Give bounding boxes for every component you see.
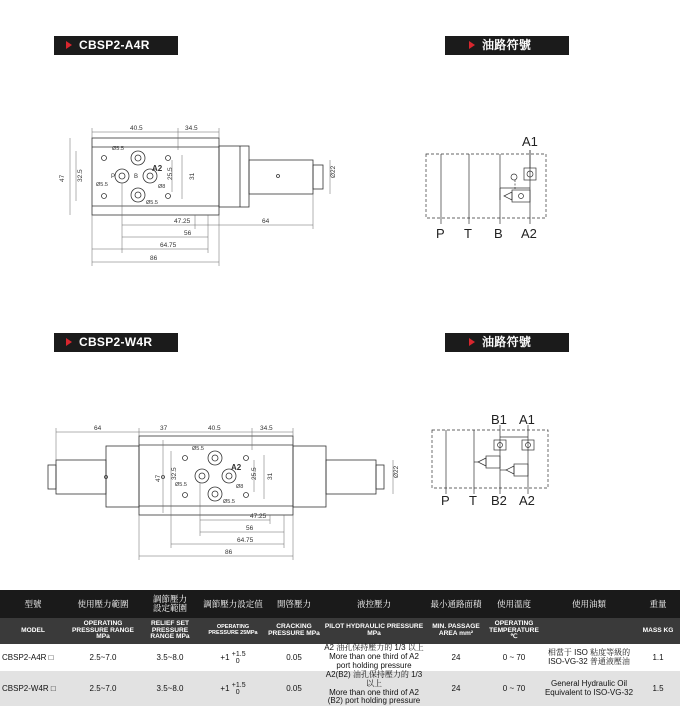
col-head: OPERATING PRESSURE 25MPa	[200, 618, 266, 644]
cell-op: 2.5~7.0	[66, 644, 140, 671]
dim-label: 47	[155, 474, 162, 482]
hydraulic-symbol-w4r	[432, 425, 548, 494]
col-head: 最小通路面積	[426, 590, 486, 618]
col-head: PILOT HYDRAULIC PRESSURE MPa	[322, 618, 426, 644]
dim-label: 40.5	[208, 425, 221, 432]
cell-model: CBSP2-W4R □	[0, 671, 66, 706]
port-label-t: T	[464, 226, 472, 241]
dim-label: 25.5	[251, 467, 258, 480]
cell-op: 2.5~7.0	[66, 671, 140, 706]
cell-area: 24	[426, 644, 486, 671]
cell-temp: 0 ~ 70	[486, 644, 542, 671]
col-head: 調節壓力 設定範圍	[140, 590, 200, 618]
set-base: +1	[220, 652, 230, 662]
dim-label: 34.5	[260, 425, 273, 432]
dim-label: Ø5.5	[192, 446, 204, 452]
cell-oil: General Hydraulic Oil Equivalent to ISO-VG-32	[542, 671, 636, 706]
pilot-en: More than one third of A2 port holding pressure	[329, 652, 419, 670]
pilot-cn: A2 油孔保持壓力的 1/3 以上	[324, 643, 424, 653]
header-row-en	[0, 618, 680, 644]
set-down: 0	[235, 657, 240, 665]
model-title: CBSP2-W4R	[79, 335, 153, 349]
dim-label: Ø5.5	[96, 182, 108, 188]
dim-label: Ø5.5	[223, 499, 235, 505]
pilot-en: More than one third of A2 (B2) port holding pressure	[327, 687, 421, 706]
dim-label: 40.5	[130, 125, 143, 132]
spec-table	[0, 590, 680, 706]
cell-relief	[140, 671, 200, 706]
set-tolerance	[232, 682, 246, 696]
dim-label: 32.5	[77, 169, 84, 182]
dim-label: 56	[246, 525, 254, 532]
set-up: +1.5	[231, 650, 246, 658]
cell-temp: 0 ~ 70	[486, 671, 542, 706]
col-head: CRACKING PRESSURE MPa	[266, 618, 322, 644]
symbol-title: 油路符號	[482, 335, 532, 349]
dim-label: Ø5.5	[175, 482, 187, 488]
set-base: +1	[220, 683, 230, 693]
dim-label: 32.5	[171, 467, 178, 480]
col-head: 型號	[0, 590, 66, 618]
port-label: B	[134, 174, 139, 180]
cell-relief	[140, 644, 200, 671]
dim-label: Ø8	[158, 184, 166, 190]
set-down: 0	[235, 688, 240, 696]
cell-oil: 相當于 ISO 粘度等級的 ISO-VG-32 普通液壓油	[542, 644, 636, 671]
dim-label: Ø5.5	[146, 200, 158, 206]
dim-label: Ø22	[393, 465, 400, 478]
dim-label: 37	[160, 425, 168, 432]
col-head	[542, 618, 636, 644]
dim-label: 64	[94, 425, 102, 432]
dim-label: 64.75	[160, 242, 177, 249]
relief-value: 3.5~8.0	[156, 653, 184, 662]
port-label-p: P	[441, 493, 450, 508]
col-head: 使用壓力範圍	[66, 590, 140, 618]
col-head: 調節壓力設定值	[200, 590, 266, 618]
dim-label: 25.5	[167, 167, 174, 180]
col-head: 液控壓力	[322, 590, 426, 618]
col-head: OPERATING PRESSURE RANGE MPa	[66, 618, 140, 644]
col-head: OPERATING TEMPERATURE ℃	[486, 618, 542, 644]
cell-crack: 0.05	[266, 671, 322, 706]
port-label-a1: A1	[522, 134, 538, 149]
col-head: 重量	[636, 590, 680, 618]
cell-set	[200, 644, 266, 671]
dim-label: 56	[184, 230, 192, 237]
port-label-a2: A2	[521, 226, 537, 241]
port-label-a2: A2	[519, 493, 535, 508]
dim-label: 31	[189, 172, 196, 180]
cell-crack: 0.05	[266, 644, 322, 671]
cell-set	[200, 671, 266, 706]
port-label-t: T	[469, 493, 477, 508]
dim-label: Ø5.5	[112, 146, 124, 152]
dim-label: 86	[150, 255, 158, 262]
dim-label: 47.25	[174, 218, 191, 225]
col-head: RELIEF SET PRESSURE RANGE MPa	[140, 618, 200, 644]
port-label-a1: A1	[519, 412, 535, 427]
dim-label: Ø22	[330, 165, 337, 178]
cell-model: CBSP2-A4R □	[0, 644, 66, 671]
relief-value: 3.5~8.0	[156, 684, 184, 694]
port-label-b2: B2	[491, 493, 507, 508]
dim-label: 64	[262, 218, 270, 225]
table-row	[0, 671, 680, 706]
cell-mass: 1.1	[636, 644, 680, 671]
dim-label: 31	[267, 472, 274, 480]
cell-pilot	[322, 671, 426, 706]
cell-area: 24	[426, 671, 486, 706]
col-head: 使用油類	[542, 590, 636, 618]
col-head: MODEL	[0, 618, 66, 644]
cell-mass: 1.5	[636, 671, 680, 706]
pilot-cn: A2(B2) 油孔保持壓力的 1/3 以上	[325, 670, 423, 688]
port-label-b1: B1	[491, 412, 507, 427]
model-title: CBSP2-A4R	[79, 38, 150, 52]
dim-label: 86	[225, 549, 233, 556]
dim-label: 64.75	[237, 537, 254, 544]
port-label: A2	[231, 463, 242, 472]
dim-label: 47	[59, 174, 66, 182]
col-head: 使用溫度	[486, 590, 542, 618]
dim-label: 47.25	[250, 513, 267, 520]
port-label: A2	[152, 164, 163, 173]
dim-label: Ø8	[236, 484, 244, 490]
port-label: P	[111, 174, 116, 180]
port-label-b: B	[494, 226, 503, 241]
set-up: +1.5	[231, 681, 246, 689]
col-head: MASS KG	[636, 618, 680, 644]
dim-label: 34.5	[185, 125, 198, 132]
symbol-title: 油路符號	[482, 38, 532, 52]
header-row-cn	[0, 590, 680, 618]
port-label-p: P	[436, 226, 445, 241]
col-head: MIN. PASSAGE AREA mm²	[426, 618, 486, 644]
cell-pilot	[322, 644, 426, 671]
set-tolerance	[232, 651, 246, 665]
col-head: 開啓壓力	[266, 590, 322, 618]
table-row	[0, 644, 680, 671]
